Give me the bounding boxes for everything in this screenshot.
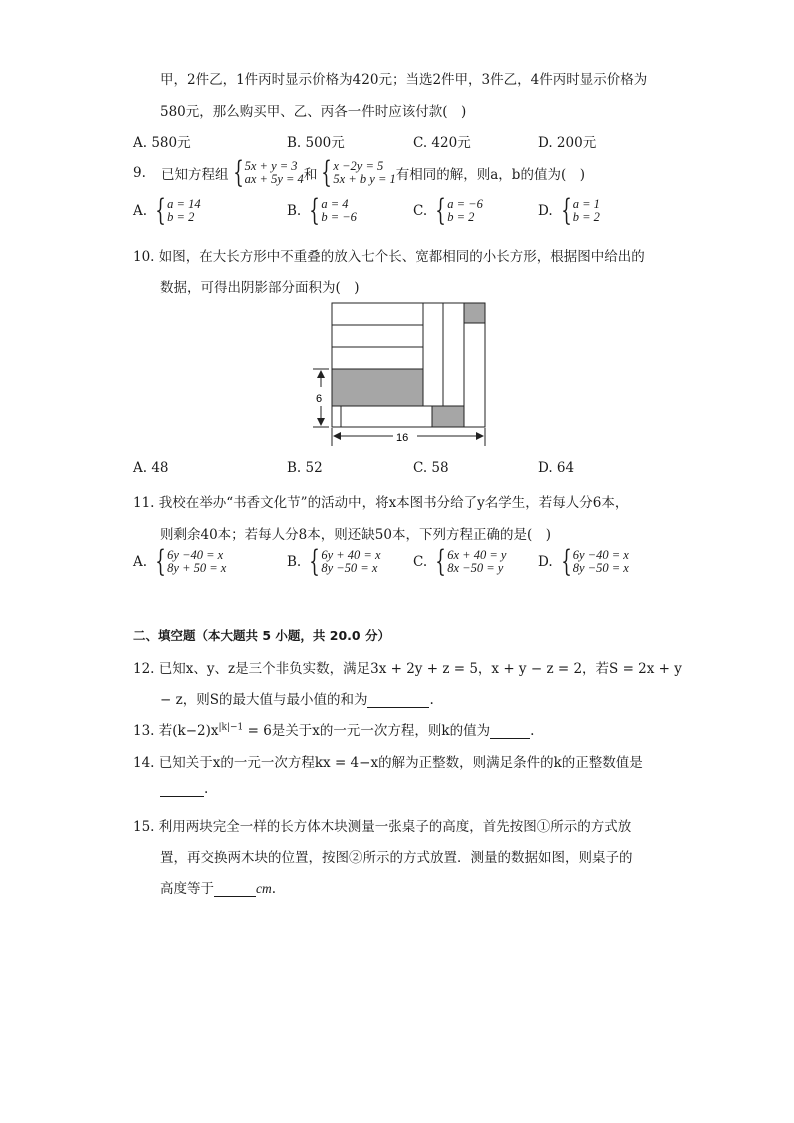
arrow-right-icon xyxy=(476,432,484,440)
shaded-region-left xyxy=(332,369,423,406)
q11-line2: 则剩余40本；若每人分8本，则还缺50本，下列方程正确的是( ) xyxy=(160,527,551,543)
q9-pre: 已知方程组 xyxy=(161,167,229,183)
q10-line2: 数据，可得出阴影部分面积为( ) xyxy=(160,280,360,296)
right-strip xyxy=(464,323,485,427)
q9-sys2-eq2: 5x + b y = 1 xyxy=(333,172,396,186)
small-rect-v1 xyxy=(423,303,443,406)
arrow-up-icon xyxy=(317,370,325,378)
q8-option-c: C. 420元 xyxy=(413,135,471,151)
q12-answer-blank[interactable] xyxy=(367,693,429,708)
q11-option-b: B. { 6y + 40 = x 8y −50 = x xyxy=(287,544,381,579)
q8-option-a: A. 580元 xyxy=(133,135,191,151)
q8-option-b: B. 500元 xyxy=(287,135,345,151)
q15-line3: 高度等于 cm. xyxy=(160,881,277,897)
q8-line2: 580元，那么购买甲、乙、丙各一件时应该付款( ) xyxy=(160,104,467,120)
q9-sys1-eq1: 5x + y = 3 xyxy=(244,159,298,173)
q9-number: 9. xyxy=(133,165,146,181)
q10-option-b: B. 52 xyxy=(287,460,323,476)
q9-option-b: B. { a = 4 b = −6 xyxy=(287,193,357,228)
arrow-left-icon xyxy=(333,432,341,440)
q9-system-1: { 5x + y = 3 ax + 5y = 4 xyxy=(232,155,304,190)
q11-option-c: C. { 6x + 40 = y 8x −50 = y xyxy=(413,544,507,579)
q9-post: 有相同的解，则a，b的值为( ) xyxy=(395,167,585,183)
q15-answer-blank[interactable] xyxy=(214,882,256,897)
q10-option-d: D. 64 xyxy=(538,460,575,476)
section-heading: 二、填空题（本大题共 5 小题，共 20.0 分） xyxy=(133,628,390,643)
q10-option-c: C. 58 xyxy=(413,460,449,476)
q14-line2: . xyxy=(160,781,208,797)
q8-option-d: D. 200元 xyxy=(538,135,597,151)
q10-figure xyxy=(305,300,495,450)
q13-line: 13. 若$(k-2)x^{|k|-1} = 6$是关于x的一元一次方程，则k的值为 . xyxy=(133,722,535,739)
small-rect-v2 xyxy=(443,303,464,406)
q15-line1: 15. 利用两块完全一样的长方体木块测量一张桌子的高度，首先按图①所示的方式放 xyxy=(133,819,632,835)
gap-bottom-left xyxy=(332,406,341,427)
q12-line2: − z，则S的最大值与最小值的和为 . xyxy=(160,692,434,708)
q11-line1: 11. 我校在举办“书香文化节”的活动中，将x本图书分给了y名学生，若每人分6本， xyxy=(133,495,629,511)
small-rect-h4 xyxy=(341,406,432,427)
q10-line1: 10. 如图，在大长方形中不重叠的放入七个长、宽都相同的小长方形，根据图中给出的 xyxy=(133,249,645,265)
q15-line2: 置，再交换两木块的位置，按图②所示的方式放置．测量的数据如图，则桌子的 xyxy=(160,850,633,866)
shaded-region-bottom xyxy=(432,406,464,427)
q9-option-c: C. { a = −6 b = 2 xyxy=(413,193,483,228)
q9-system-2: { x −2y = 5 5x + b y = 1 xyxy=(321,155,396,190)
q9-sys1-eq2: ax + 5y = 4 xyxy=(244,172,304,186)
q12-line1: 12. 已知x、y、z是三个非负实数，满足3x + 2y + z = 5，x + y − z = 2，若S = 2x + y xyxy=(133,661,682,677)
arrow-down-icon xyxy=(317,418,325,426)
q9-stem xyxy=(133,155,585,190)
q9-mid: 和 xyxy=(303,167,318,183)
small-rect-h1 xyxy=(332,303,423,325)
q14-answer-blank[interactable] xyxy=(160,782,204,797)
q11-option-d: D. { 6y −40 = x 8y −50 = x xyxy=(538,544,629,579)
q9-option-d: D. { a = 1 b = 2 xyxy=(538,193,600,228)
q9-option-a: A. { a = 14 b = 2 xyxy=(133,193,201,228)
height-label: 6 xyxy=(316,393,323,405)
q11-option-a: A. { 6y −40 = x 8y + 50 = x xyxy=(133,544,227,579)
q9-sys2-eq1: x −2y = 5 xyxy=(333,159,384,173)
shaded-region-top-right xyxy=(464,303,485,323)
small-rect-h2 xyxy=(332,325,423,347)
q14-line1: 14. 已知关于x的一元一次方程kx = 4−x的解为正整数，则满足条件的k的正整数值是 xyxy=(133,755,643,771)
q13-answer-blank[interactable] xyxy=(490,724,530,739)
q8-line1: 甲，2件乙，1件丙时显示价格为420元；当选2件甲，3件乙，4件丙时显示价格为 xyxy=(160,72,648,88)
width-label: 16 xyxy=(396,432,409,444)
small-rect-h3 xyxy=(332,347,423,369)
q10-option-a: A. 48 xyxy=(133,460,169,476)
